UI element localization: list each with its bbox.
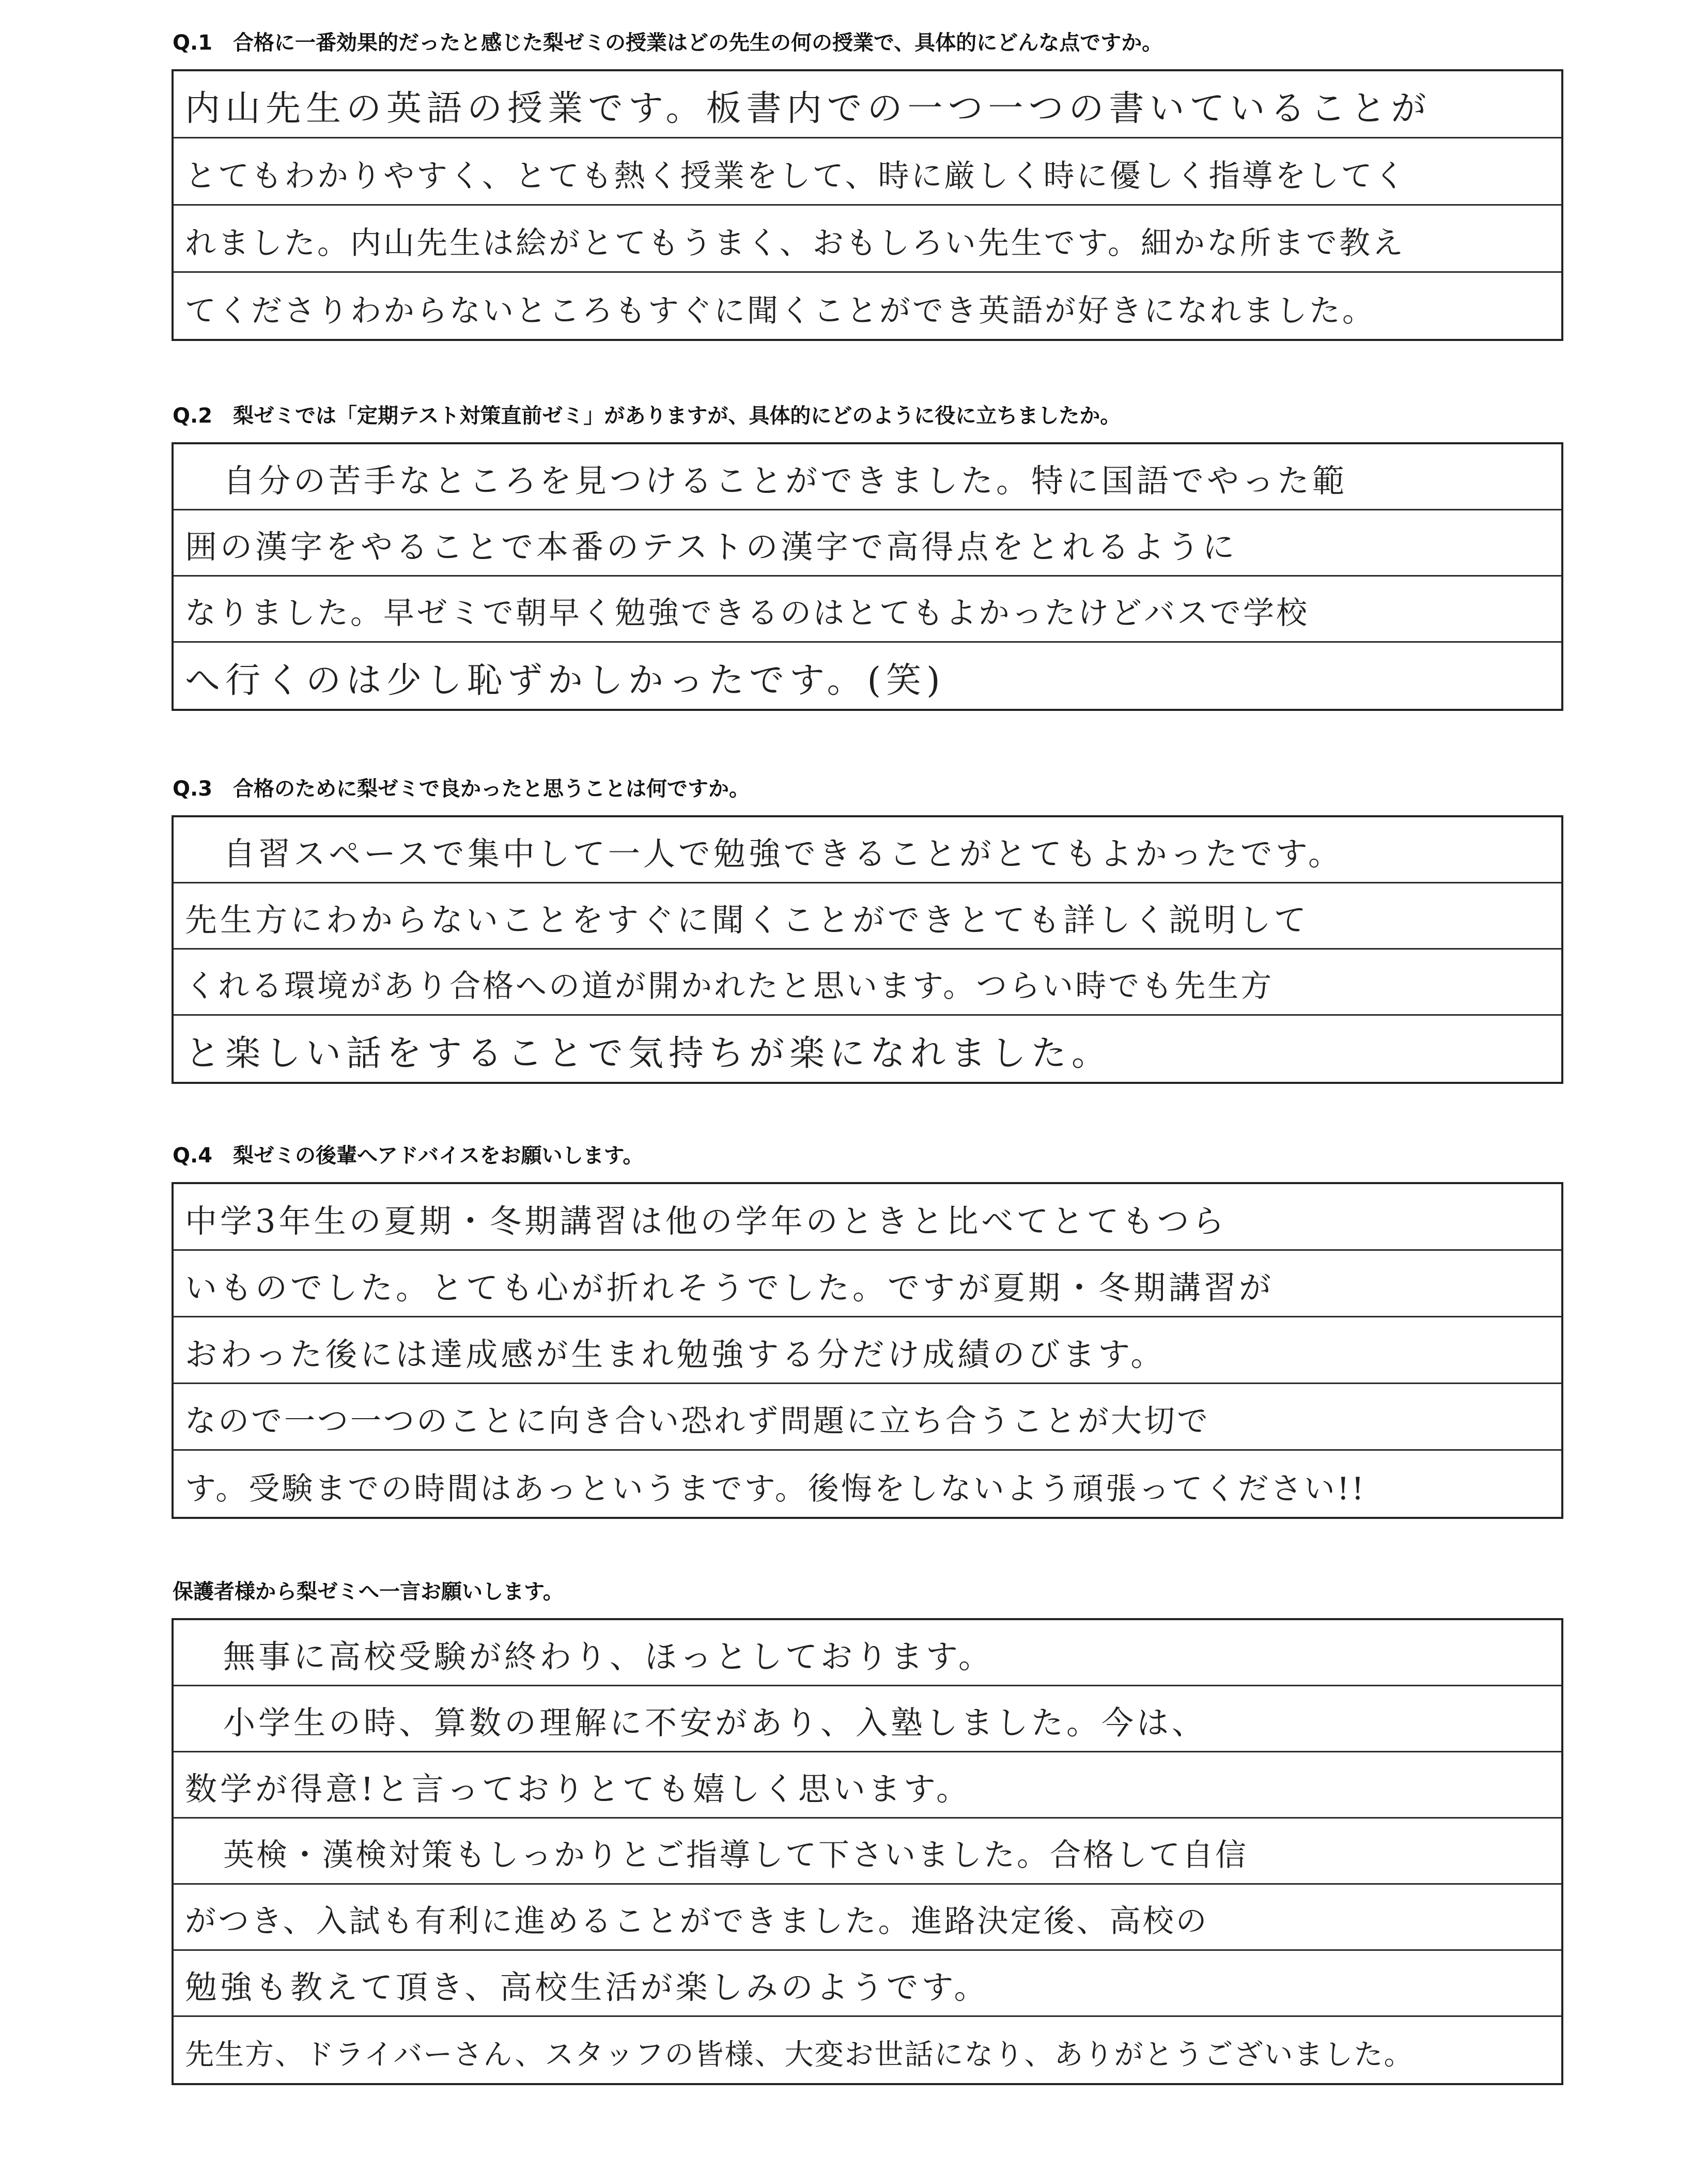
answer-line (174, 1451, 1561, 1517)
answer-line (174, 1184, 1561, 1251)
handwritten-text: いものでした。とても心が折れそうでした。ですが夏期・冬期講習が (185, 1269, 1275, 1307)
answer-line (174, 883, 1561, 950)
handwritten-text: 先生方にわからないことをすぐに聞くことができとても詳しく説明して (185, 901, 1310, 939)
question-1-title: Q.1 合格に一番効果的だったと感じた梨ゼミの授業はどの先生の何の授業で、具体的にどんな点ですか。 (173, 31, 1163, 55)
handwritten-text: す。受験までの時間はあっというまです。後悔をしないよう頑張ってください!! (185, 1471, 1367, 1507)
answer-line (174, 1686, 1561, 1752)
answer-line (174, 1951, 1561, 2017)
answer-line (174, 1620, 1561, 1686)
handwritten-text: 先生方、ドライバーさん、スタッフの皆様、大変お世話になり、ありがとうございました。 (185, 2038, 1414, 2072)
handwritten-text: 中学3年生の夏期・冬期講習は他の学年のときと比べてとてもつら (185, 1202, 1228, 1240)
parents-comment-answer-box (172, 1618, 1563, 2085)
handwritten-text: がつき、入試も有利に進めることができました。進路決定後、高校の (185, 1903, 1209, 1939)
handwritten-text: くれる環境があり合格への道が開かれたと思います。つらい時でも先生方 (185, 968, 1274, 1004)
answer-line (174, 643, 1561, 709)
handwritten-text: 囲の漢字をやることで本番のテストの漢字で高得点をとれるように (185, 528, 1238, 566)
question-3-answer-box (172, 815, 1563, 1084)
handwritten-text: 小学生の時、算数の理解に不安があり、入塾しました。今は、 (223, 1704, 1207, 1742)
answer-line (174, 1016, 1561, 1082)
answer-line (174, 1384, 1561, 1451)
answer-line (174, 444, 1561, 510)
answer-line (174, 71, 1561, 138)
question-1-answer-box (172, 69, 1563, 341)
handwritten-text: 自習スペースで集中して一人で勉強できることがとてもよかったです。 (223, 835, 1343, 873)
answer-line (174, 1819, 1561, 1885)
handwritten-text: なりました。早ゼミで朝早く勉強できるのはとてもよかったけどバスで学校 (185, 595, 1309, 631)
answer-line (174, 817, 1561, 883)
question-2-title: Q.2 梨ゼミでは「定期テスト対策直前ゼミ」がありますが、具体的にどのように役に立ちましたか。 (173, 404, 1121, 428)
question-4-title: Q.4 梨ゼミの後輩へアドバイスをお願いします。 (173, 1144, 644, 1168)
handwritten-text: おわった後には達成感が生まれ勉強する分だけ成績のびます。 (185, 1336, 1166, 1373)
parents-comment-title: 保護者様から梨ゼミへ一言お願いします。 (173, 1580, 564, 1604)
question-4-answer-box (172, 1182, 1563, 1519)
answer-line (174, 950, 1561, 1016)
answer-line (174, 577, 1561, 643)
answer-line (174, 1317, 1561, 1384)
answer-line (174, 1752, 1561, 1819)
handwritten-text: 無事に高校受験が終わり、ほっとしております。 (223, 1638, 994, 1675)
handwritten-text: 内山先生の英語の授業です。板書内での一つ一つの書いていることが (185, 88, 1432, 129)
question-2-answer-box (172, 442, 1563, 711)
handwritten-text: とてもわかりやすく、とても熱く授業をして、時に厳しく時に優しく指導をしてく (185, 158, 1407, 194)
answer-line (174, 510, 1561, 577)
answer-line (174, 206, 1561, 273)
handwritten-text: へ行くのは少し恥ずかしかったです。(笑) (185, 660, 945, 701)
answer-line (174, 1251, 1561, 1317)
handwritten-text: なので一つ一つのことに向き合い恐れず問題に立ち合うことが大切で (185, 1403, 1210, 1439)
answer-line (174, 273, 1561, 339)
handwritten-text: れました。内山先生は絵がとてもうまく、おもしろい先生です。細かな所まで教え (185, 225, 1405, 261)
answer-line (174, 2017, 1561, 2083)
handwritten-text: てくださりわからないところもすぐに聞くことができ英語が好きになれました。 (185, 293, 1375, 329)
handwritten-text: 勉強も教えて頂き、高校生活が楽しみのようです。 (185, 1968, 989, 2006)
answer-line (174, 138, 1561, 206)
handwritten-text: 自分の苦手なところを見つけることができました。特に国語でやった範 (223, 462, 1348, 500)
handwritten-text: 数学が得意!と言っておりとても嬉しく思います。 (185, 1770, 971, 1808)
handwritten-text: 英検・漢検対策もしっかりとご指導して下さいました。合格して自信 (223, 1837, 1248, 1873)
handwritten-text: と楽しい話をすることで気持ちが楽になれました。 (185, 1033, 1112, 1074)
answer-line (174, 1885, 1561, 1951)
question-3-title: Q.3 合格のために梨ゼミで良かったと思うことは何ですか。 (173, 777, 750, 801)
